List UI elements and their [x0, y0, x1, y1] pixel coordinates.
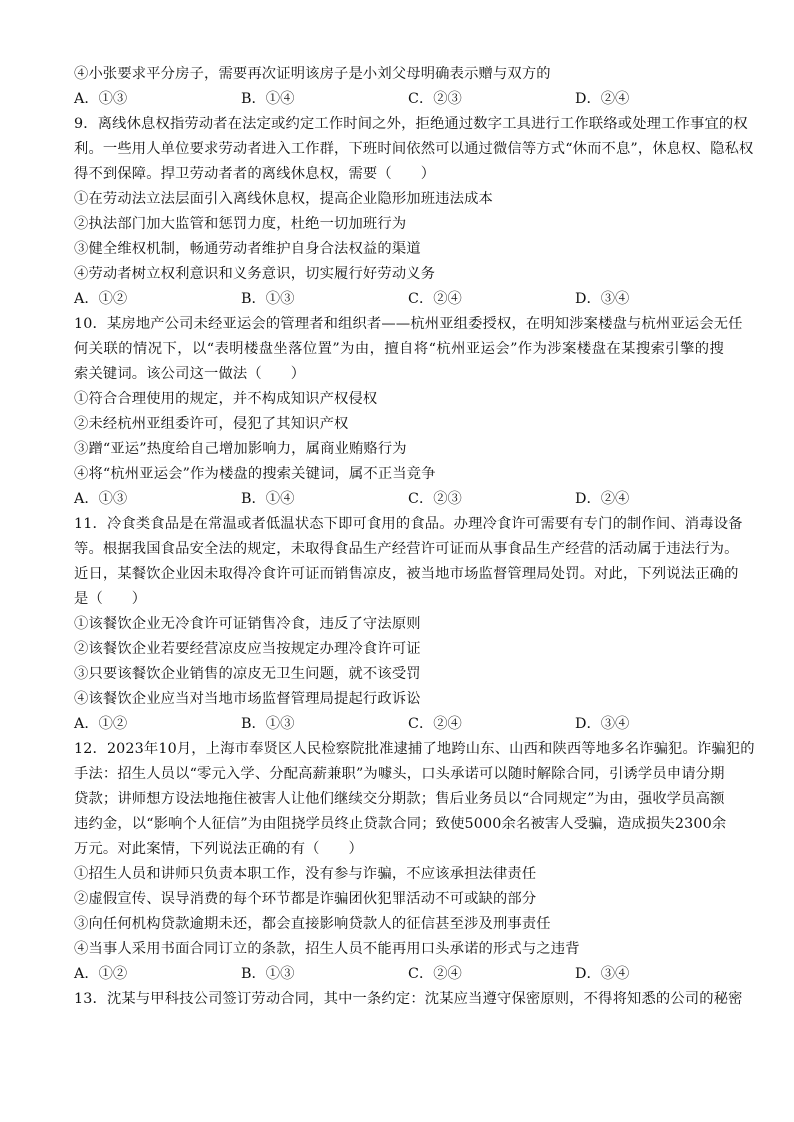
- q10-answer-choices: [74, 487, 724, 512]
- statement-option-1: ①在劳动法立法层面引入离线休息权，提高企业隐形加班违法成本: [74, 191, 493, 207]
- question-stem-line: 利。一些用人单位要求劳动者进入工作群，下班时间依然可以通过微信等方式“休而不息”，休息权、隐私权: [74, 141, 754, 157]
- question-stem-line: 索关键词。该公司这一做法（ ）: [74, 366, 306, 382]
- answer-choice-d[interactable]: D．②④: [575, 91, 630, 107]
- question-13: [74, 987, 743, 1012]
- answer-choice-c[interactable]: C．②③: [408, 491, 462, 507]
- question-10: [74, 312, 743, 512]
- statement-option-2: ②执法部门加大监管和惩罚力度，杜绝一切加班行为: [74, 216, 407, 232]
- statement-option-3: ③蹭“亚运”热度给自己增加影响力，属商业贿赂行为: [74, 441, 407, 457]
- question-stem-line: 违约金，以“影响个人征信”为由阻挠学员终止贷款合同；致使5000余名被害人受骗，造成损失2300余: [74, 816, 727, 832]
- answer-choice-b[interactable]: B．①④: [241, 91, 295, 107]
- statement-option-1: ①符合合理使用的规定，并不构成知识产权侵权: [74, 391, 378, 407]
- answer-choice-a[interactable]: A．①②: [74, 716, 128, 732]
- answer-choice-d[interactable]: D．②④: [575, 491, 630, 507]
- question-stem-line: 12．2023年10月，上海市奉贤区人民检察院批准逮捕了地跨山东、山西和陕西等地多名诈骗犯。诈骗犯的: [74, 741, 755, 757]
- question-stem-line: 贷款；讲师想方设法地拖住被害人让他们继续交分期款；售后业务员以“合同规定”为由，强收学员高额: [74, 791, 725, 807]
- answer-choice-d[interactable]: D．③④: [575, 966, 630, 982]
- answer-choice-b[interactable]: B．①③: [241, 291, 295, 307]
- question-11: [74, 512, 743, 737]
- question-stem-line: 9．离线休息权指劳动者在法定或约定工作时间之外，拒绝通过数字工具进行工作联络或处理工作事宜的权: [74, 116, 748, 132]
- question-stem-line: 近日，某餐饮企业因未取得冷食许可证而销售凉皮，被当地市场监督管理局处罚。对此，下列说法正确的: [74, 566, 739, 582]
- statement-option-4: ④将“杭州亚运会”作为楼盘的搜索关键词，属不正当竞争: [74, 466, 436, 482]
- exam-page: [74, 62, 755, 1012]
- statement-option-4: ④劳动者树立权利意识和义务意识，切实履行好劳动义务: [74, 266, 436, 282]
- q9-answer-choices: [74, 287, 724, 312]
- question-stem-line: 何关联的情况下，以“表明楼盘坐落位置”为由，擅自将“杭州亚运会”作为涉案楼盘在某搜索引擎的搜: [74, 341, 724, 357]
- answer-choice-d[interactable]: D．③④: [575, 716, 630, 732]
- answer-choice-c[interactable]: C．②④: [408, 966, 462, 982]
- question-stem-line: 得不到保障。捍卫劳动者者的离线休息权，需要（ ）: [74, 166, 436, 182]
- statement-option-2: ②未经杭州亚组委许可，侵犯了其知识产权: [74, 416, 349, 432]
- q8-option-4: ④小张要求平分房子，需要再次证明该房子是小刘父母明确表示赠与双方的: [74, 66, 551, 82]
- q11-answer-choices: [74, 712, 724, 737]
- statement-option-3: ③向任何机构贷款逾期未还，都会直接影响贷款人的征信甚至涉及刑事责任: [74, 916, 551, 932]
- question-stem-line: 11．冷食类食品是在常温或者低温状态下即可食用的食品。办理冷食许可需要有专门的制作间、消毒设备: [74, 516, 743, 532]
- question-stem-line: 万元。对此案情，下列说法正确的有（ ）: [74, 841, 363, 857]
- answer-choice-c[interactable]: C．②③: [408, 91, 462, 107]
- question-stem-line: 13．沈某与甲科技公司签订劳动合同，其中一条约定：沈某应当遵守保密原则，不得将知悉的公司的秘密: [74, 991, 743, 1007]
- statement-option-1: ①该餐饮企业无冷食许可证销售冷食，违反了守法原则: [74, 616, 421, 632]
- question-stem-line: 手法：招生人员以“零元入学、分配高薪兼职”为噱头，口头承诺可以随时解除合同，引诱学员申请分期: [74, 766, 725, 782]
- question-stem-line: 等。根据我国食品安全法的规定，未取得食品生产经营许可证而从事食品生产经营的活动属于违法行为。: [74, 541, 739, 557]
- question-stem-line: 是（ ）: [74, 591, 147, 607]
- question-9: [74, 112, 754, 312]
- statement-option-3: ③健全维权机制，畅通劳动者维护自身合法权益的渠道: [74, 241, 421, 257]
- statement-option-2: ②虚假宣传、误导消费的每个环节都是诈骗团伙犯罪活动不可或缺的部分: [74, 891, 537, 907]
- answer-choice-b[interactable]: B．①③: [241, 966, 295, 982]
- answer-choice-a[interactable]: A．①②: [74, 291, 128, 307]
- question-stem-line: 10．某房地产公司未经亚运会的管理者和组织者——杭州亚组委授权，在明知涉案楼盘与杭州亚运会无任: [74, 316, 743, 332]
- answer-choice-a[interactable]: A．①③: [74, 491, 128, 507]
- statement-option-4: ④该餐饮企业应当对当地市场监督管理局提起行政诉讼: [74, 691, 421, 707]
- answer-choice-c[interactable]: C．②④: [408, 716, 462, 732]
- statement-option-3: ③只要该餐饮企业销售的凉皮无卫生问题，就不该受罚: [74, 666, 421, 682]
- q8-answer-choices: [74, 87, 724, 112]
- answer-choice-a[interactable]: A．①②: [74, 966, 128, 982]
- answer-choice-b[interactable]: B．①④: [241, 491, 295, 507]
- answer-choice-b[interactable]: B．①③: [241, 716, 295, 732]
- question-12: [74, 737, 755, 987]
- statement-option-1: ①招生人员和讲师只负责本职工作，没有参与诈骗，不应该承担法律责任: [74, 866, 537, 882]
- answer-choice-a[interactable]: A．①③: [74, 91, 128, 107]
- statement-option-2: ②该餐饮企业若要经营凉皮应当按规定办理冷食许可证: [74, 641, 421, 657]
- answer-choice-d[interactable]: D．③④: [575, 291, 630, 307]
- answer-choice-c[interactable]: C．②④: [408, 291, 462, 307]
- statement-option-4: ④当事人采用书面合同订立的条款，招生人员不能再用口头承诺的形式与之违背: [74, 941, 580, 957]
- q12-answer-choices: [74, 962, 724, 987]
